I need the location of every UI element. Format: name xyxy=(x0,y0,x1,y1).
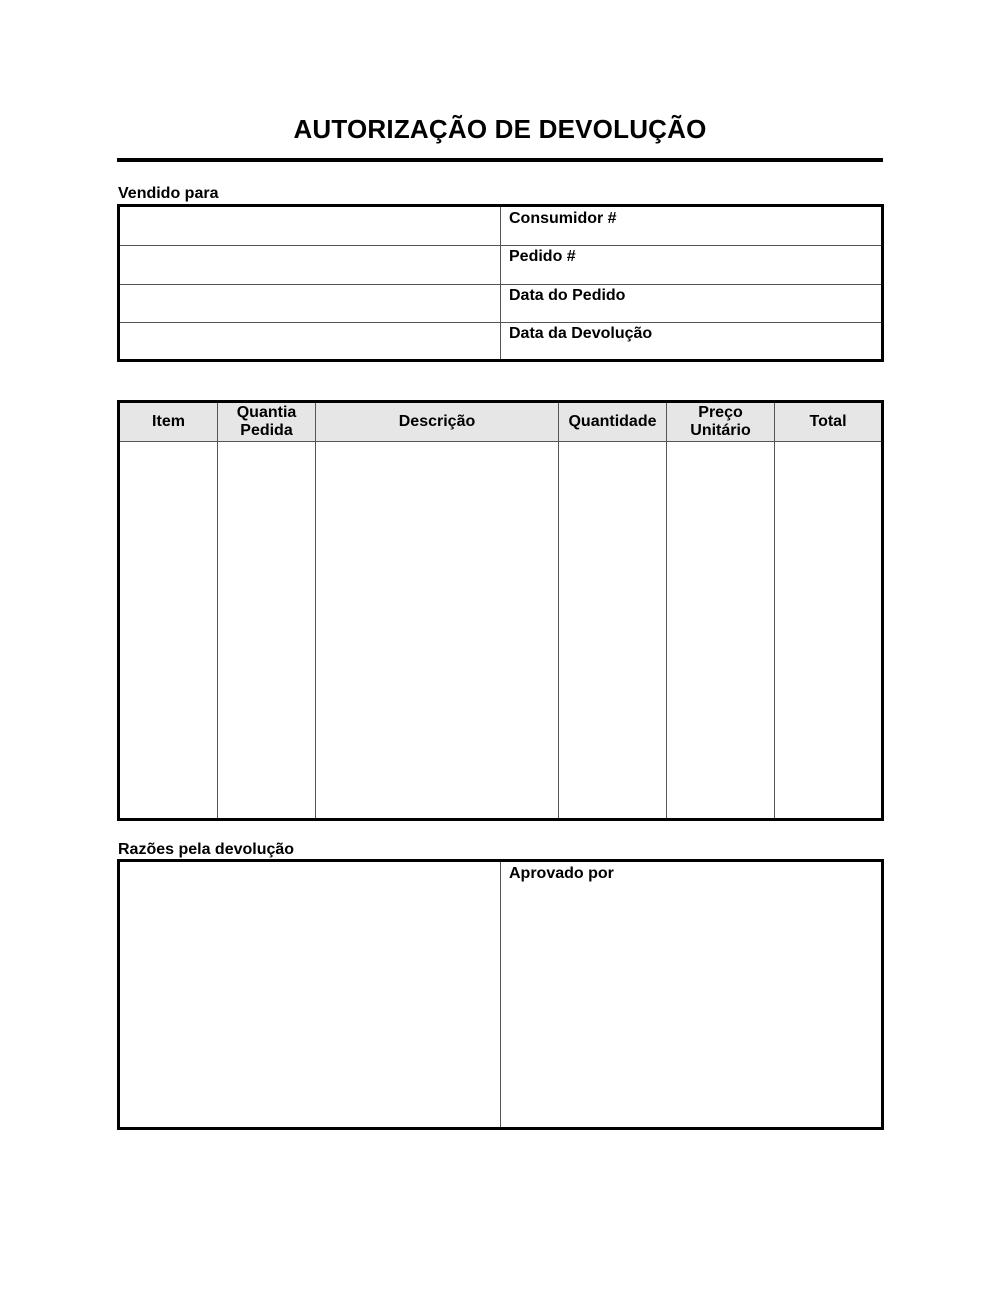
approved-by-field[interactable] xyxy=(501,886,881,1127)
sold-to-line-3[interactable] xyxy=(120,285,500,322)
reasons-box xyxy=(117,859,884,1130)
column-header-description xyxy=(316,403,558,441)
column-header-label: Descrição xyxy=(398,413,476,430)
quantity-column-cell[interactable] xyxy=(559,442,666,818)
column-header-quantity-ordered xyxy=(218,403,315,441)
column-header-quantity xyxy=(559,403,666,441)
sold-to-label: Vendido para xyxy=(118,185,219,202)
sold-to-line-1[interactable] xyxy=(120,207,500,245)
customer-number-label: Consumidor # xyxy=(509,210,617,227)
column-header-label: Item xyxy=(152,413,185,430)
reasons-field[interactable] xyxy=(120,862,500,1127)
column-header-total xyxy=(775,403,881,441)
column-header-label: Unitário xyxy=(690,422,751,439)
column-header-label: Quantia xyxy=(236,404,297,421)
column-header-unit-price xyxy=(667,403,774,441)
column-header-label: Total xyxy=(809,413,847,430)
order-number-label: Pedido # xyxy=(509,248,576,265)
quantity-ordered-column-cell[interactable] xyxy=(218,442,315,818)
reasons-label: Razões pela devolução xyxy=(118,841,295,858)
return-date-label: Data da Devolução xyxy=(509,325,653,342)
item-column-cell[interactable] xyxy=(120,442,217,818)
items-table xyxy=(117,400,884,821)
sold-to-line-2[interactable] xyxy=(120,246,500,284)
approved-by-label: Aprovado por xyxy=(509,865,614,882)
column-header-item xyxy=(120,403,217,441)
unit-price-column-cell[interactable] xyxy=(667,442,774,818)
order-date-label: Data do Pedido xyxy=(509,287,626,304)
sold-to-divider xyxy=(500,207,501,359)
column-header-label: Pedida xyxy=(240,422,293,439)
title-divider xyxy=(117,158,883,162)
description-column-cell[interactable] xyxy=(316,442,558,818)
sold-to-box xyxy=(117,204,884,362)
column-header-label: Quantidade xyxy=(568,413,657,430)
total-column-cell[interactable] xyxy=(775,442,881,818)
column-header-label: Preço xyxy=(698,404,743,421)
sold-to-line-4[interactable] xyxy=(120,323,500,359)
page-title: AUTORIZAÇÃO DE DEVOLUÇÃO xyxy=(293,114,707,144)
